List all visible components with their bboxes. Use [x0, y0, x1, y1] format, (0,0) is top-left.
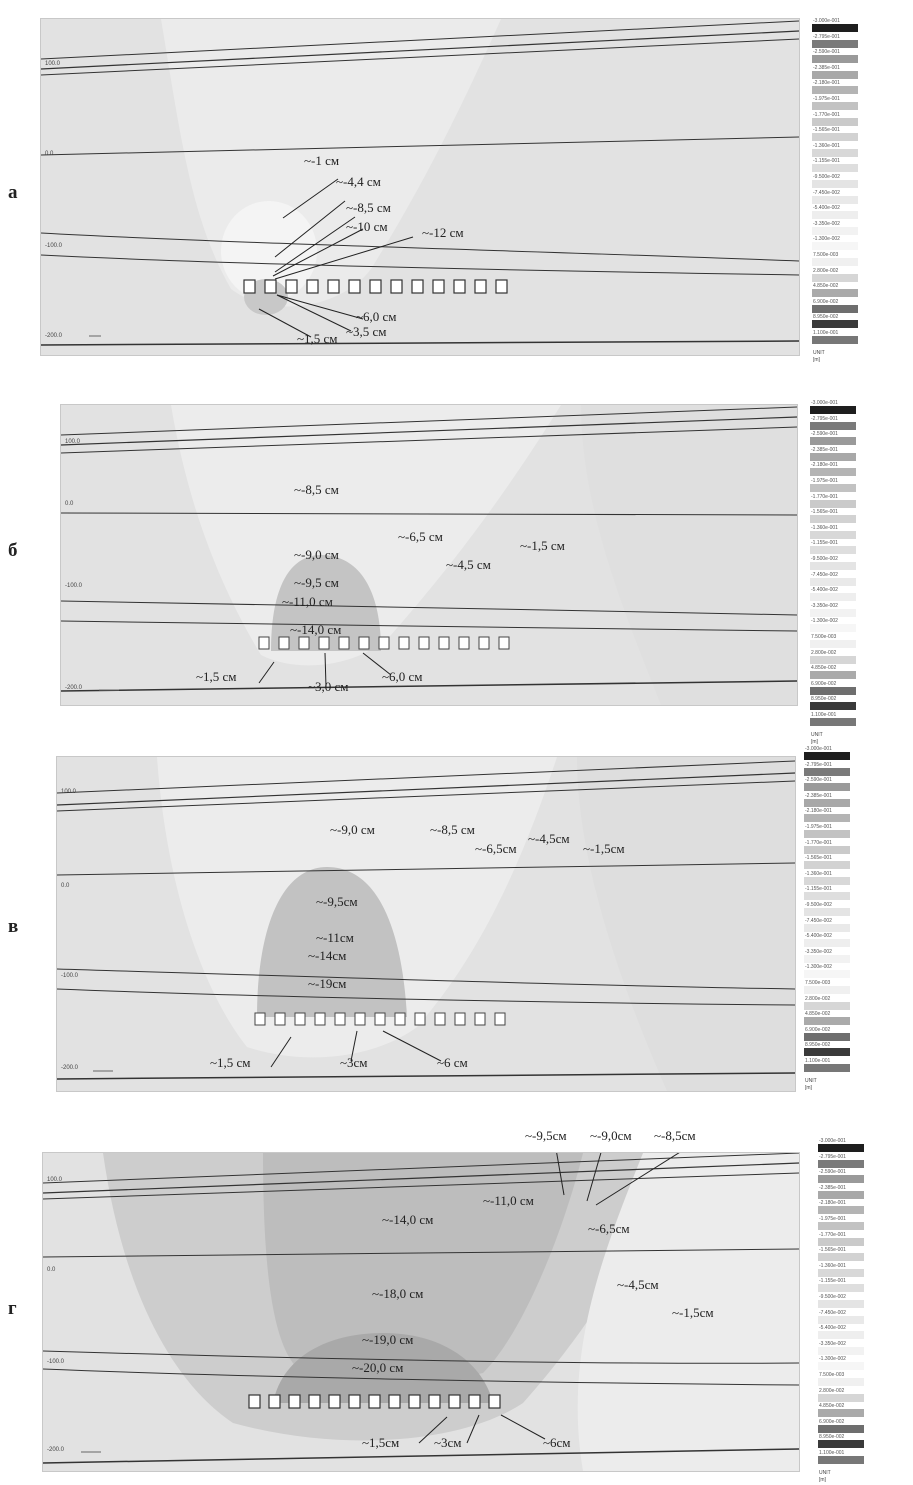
legend-label: 1.100e-001	[811, 712, 837, 718]
legend-swatch	[804, 1017, 850, 1025]
legend-swatch	[810, 515, 856, 523]
legend-swatch	[810, 671, 856, 679]
annotation: ~-18,0 см	[372, 1286, 424, 1301]
annotation: ~6,0 см	[382, 669, 423, 684]
legend-label: -1.975e-001	[813, 96, 840, 102]
legend-label: -2.590e-001	[819, 1169, 846, 1176]
panel-b	[0, 380, 913, 745]
legend-label: -3.350e-002	[805, 948, 832, 955]
legend-label: -2.590e-001	[811, 431, 838, 438]
legend-swatch	[804, 752, 850, 760]
legend-label: -1.300e-002	[811, 618, 838, 625]
legend-label: -3.000e-001	[819, 1138, 846, 1144]
legend-swatch	[812, 102, 858, 110]
legend-swatch	[818, 1222, 864, 1230]
legend-label: 8.950e-002	[813, 314, 839, 321]
annotation: ~-6,5 см	[398, 529, 443, 544]
panel-letter: г	[8, 1298, 17, 1319]
legend-swatch	[804, 783, 850, 791]
legend-swatch	[812, 242, 858, 250]
legend-label: -1.770e-001	[813, 111, 840, 118]
legend-label: -1.360e-001	[811, 524, 838, 531]
legend-label: 1.100e-001	[819, 1450, 845, 1456]
legend-label: -2.795e-001	[805, 761, 832, 768]
legend-swatch	[810, 702, 856, 710]
legend-label: -9.500e-002	[811, 556, 838, 562]
legend-label: -1.155e-001	[813, 158, 840, 165]
legend-swatch	[804, 877, 850, 885]
panel-letter: в	[8, 916, 19, 937]
depth-label: -200.0	[65, 685, 83, 691]
annotation: ~-14см	[308, 948, 347, 963]
panel-letter: б	[8, 540, 18, 561]
legend-label: -2.385e-001	[811, 446, 838, 453]
annotation: ~1,5 см	[297, 331, 338, 346]
depth-label: -200.0	[47, 1447, 65, 1453]
annotation: ~-6,5см	[475, 841, 517, 856]
annotation: ~-11,0 см	[282, 594, 333, 609]
legend-swatch	[818, 1331, 864, 1339]
legend-swatch	[818, 1409, 864, 1417]
legend-swatch	[812, 55, 858, 63]
legend-label: -1.565e-001	[819, 1247, 846, 1254]
legend-swatch	[804, 970, 850, 978]
legend-swatch	[812, 24, 858, 32]
depth-label: 100.0	[45, 61, 61, 67]
legend-swatch	[818, 1144, 864, 1152]
legend-swatch	[804, 1048, 850, 1056]
annotation: ~-10 см	[346, 219, 388, 234]
depth-label: 0.0	[61, 883, 70, 889]
annotation: ~-9,0 см	[330, 822, 375, 837]
legend-swatch	[804, 1002, 850, 1010]
legend-swatch	[818, 1425, 864, 1433]
legend-swatch	[818, 1238, 864, 1246]
depth-label: -100.0	[45, 243, 63, 249]
legend-swatch	[810, 437, 856, 445]
annotation: ~-9,5см	[525, 1128, 567, 1143]
legend-label: 8.950e-002	[805, 1042, 831, 1049]
legend-label: -9.500e-002	[805, 902, 832, 908]
legend-swatch	[818, 1284, 864, 1292]
legend-label: -1.565e-001	[805, 855, 832, 862]
annotation: ~-1,5 см	[520, 538, 565, 553]
legend-swatch	[810, 422, 856, 430]
legend-swatch	[812, 40, 858, 48]
legend-unit: UNIT	[813, 349, 825, 356]
legend-swatch	[810, 406, 856, 414]
legend-swatch	[810, 624, 856, 632]
legend-label: -2.795e-001	[811, 415, 838, 422]
depth-label: 0.0	[47, 1267, 56, 1273]
legend-label: -3.350e-002	[813, 220, 840, 227]
annotation: ~-19,0 см	[362, 1332, 414, 1347]
legend-label: -1.155e-001	[805, 886, 832, 893]
legend-swatch	[818, 1347, 864, 1355]
legend-swatch	[810, 484, 856, 492]
annotation: ~-20,0 см	[352, 1360, 404, 1375]
legend-unit-sub: [m]	[805, 1084, 812, 1091]
annotation: ~-8,5 см	[346, 200, 391, 215]
legend-unit-sub: [m]	[819, 1476, 826, 1483]
legend-label: -1.565e-001	[811, 509, 838, 516]
legend-label: 6.900e-002	[819, 1418, 845, 1425]
annotation: ~3,0 см	[308, 679, 349, 694]
legend-label: -3.350e-002	[811, 602, 838, 609]
legend-label: 4.850e-002	[819, 1403, 845, 1410]
legend-swatch	[804, 924, 850, 932]
legend-unit-sub: [m]	[811, 738, 818, 745]
annotation: ~1,5см	[362, 1435, 400, 1450]
legend-swatch	[810, 687, 856, 695]
legend-swatch	[804, 768, 850, 776]
annotation: ~3см	[340, 1055, 368, 1070]
legend-swatch	[804, 814, 850, 822]
legend-swatch	[812, 258, 858, 266]
legend-label: -2.180e-001	[811, 462, 838, 469]
legend-label: -1.300e-002	[813, 236, 840, 243]
annotation: ~-6,5см	[588, 1221, 630, 1236]
legend-label: -1.300e-002	[819, 1356, 846, 1363]
legend-label: 7.500e-003	[805, 980, 831, 986]
depth-label: 100.0	[61, 789, 77, 795]
legend-swatch	[810, 640, 856, 648]
legend-label: -2.180e-001	[813, 80, 840, 87]
legend-swatch	[812, 227, 858, 235]
panel-g	[0, 1120, 913, 1485]
legend-swatch	[818, 1456, 864, 1464]
legend-label: 7.500e-003	[813, 252, 839, 258]
annotation: ~-1,5см	[672, 1305, 714, 1320]
legend-swatch	[812, 133, 858, 141]
legend-label: 4.850e-002	[813, 283, 839, 290]
depth-label: -100.0	[61, 973, 79, 979]
annotation: ~6см	[543, 1435, 571, 1450]
legend-label: 2.800e-002	[813, 267, 839, 274]
legend-swatch	[810, 546, 856, 554]
annotation: ~-14,0 см	[382, 1212, 434, 1227]
legend-swatch	[804, 892, 850, 900]
legend-label: 2.800e-002	[819, 1387, 845, 1394]
legend-swatch	[804, 986, 850, 994]
contour-plot	[61, 405, 797, 705]
legend-swatch	[818, 1362, 864, 1370]
depth-label: -200.0	[61, 1065, 79, 1071]
legend-unit-sub: [m]	[813, 356, 820, 363]
annotation: ~-8,5 см	[294, 482, 339, 497]
legend-label: 7.500e-003	[811, 634, 837, 640]
legend-swatch	[810, 718, 856, 726]
legend-swatch	[804, 1033, 850, 1041]
legend-label: -2.590e-001	[805, 777, 832, 784]
legend-label: -1.975e-001	[811, 478, 838, 484]
legend-swatch	[818, 1300, 864, 1308]
legend-unit: UNIT	[805, 1077, 817, 1084]
legend-swatch	[818, 1253, 864, 1261]
legend-swatch	[804, 830, 850, 838]
legend-swatch	[812, 305, 858, 313]
depth-label: 100.0	[47, 1177, 63, 1183]
depth-label: 100.0	[65, 439, 81, 445]
legend-swatch	[810, 500, 856, 508]
legend-swatch	[812, 164, 858, 172]
legend-label: -2.795e-001	[813, 33, 840, 40]
legend-swatch	[812, 274, 858, 282]
annotation: ~-8,5см	[654, 1128, 696, 1143]
legend-label: -1.300e-002	[805, 964, 832, 971]
legend-label: -2.385e-001	[819, 1184, 846, 1191]
annotation: ~-4,5 см	[446, 557, 491, 572]
legend-label: -1.770e-001	[805, 839, 832, 846]
legend-unit: UNIT	[819, 1469, 831, 1476]
legend-label: -5.400e-002	[813, 205, 840, 212]
legend-label: -2.180e-001	[819, 1200, 846, 1207]
depth-label: -100.0	[47, 1359, 65, 1365]
annotation: ~3,5 см	[346, 324, 387, 339]
legend-swatch	[818, 1206, 864, 1214]
contour-plot	[41, 19, 799, 355]
legend-swatch	[810, 562, 856, 570]
legend-label: -1.770e-001	[811, 493, 838, 500]
depth-label: 0.0	[65, 501, 74, 507]
annotation: ~3см	[434, 1435, 462, 1450]
annotation: ~6 см	[437, 1055, 468, 1070]
legend-label: -1.975e-001	[805, 824, 832, 830]
annotation: ~-11,0 см	[483, 1193, 534, 1208]
legend-label: 8.950e-002	[819, 1434, 845, 1441]
annotation: ~-9,0см	[590, 1128, 632, 1143]
legend-label: 2.800e-002	[811, 649, 837, 656]
legend-label: -3.000e-001	[811, 400, 838, 406]
legend-label: 8.950e-002	[811, 696, 837, 703]
annotation: ~-12 см	[422, 225, 464, 240]
legend-swatch	[818, 1191, 864, 1199]
legend-label: -2.385e-001	[813, 64, 840, 71]
depth-label: -100.0	[65, 583, 83, 589]
annotation: ~-1 см	[304, 153, 340, 168]
legend-swatch	[810, 468, 856, 476]
legend-swatch	[812, 320, 858, 328]
legend-label: 7.500e-003	[819, 1372, 845, 1378]
settlement-field	[60, 404, 798, 706]
legend-swatch	[810, 593, 856, 601]
legend-swatch	[812, 86, 858, 94]
annotation: ~-4,5см	[528, 831, 570, 846]
legend-swatch	[818, 1160, 864, 1168]
legend-label: -1.975e-001	[819, 1216, 846, 1222]
legend-label: 6.900e-002	[805, 1026, 831, 1033]
annotation: ~-1,5см	[583, 841, 625, 856]
legend-label: -3.350e-002	[819, 1340, 846, 1347]
legend-label: 2.800e-002	[805, 995, 831, 1002]
annotation: ~1,5 см	[196, 669, 237, 684]
legend-label: -7.450e-002	[819, 1309, 846, 1316]
legend-label: -1.360e-001	[813, 142, 840, 149]
legend-swatch	[804, 1064, 850, 1072]
annotation: ~-19см	[308, 976, 347, 991]
legend-label: -7.450e-002	[805, 917, 832, 924]
annotation: ~-4,4 см	[336, 174, 381, 189]
settlement-field	[40, 18, 800, 356]
annotation: ~-9,5см	[316, 894, 358, 909]
legend-label: -5.400e-002	[805, 933, 832, 940]
legend-label: -7.450e-002	[813, 189, 840, 196]
legend-swatch	[818, 1378, 864, 1386]
legend-swatch	[804, 799, 850, 807]
legend-swatch	[810, 578, 856, 586]
legend-swatch	[804, 955, 850, 963]
legend-label: -5.400e-002	[811, 587, 838, 594]
legend-swatch	[818, 1440, 864, 1448]
legend-label: -1.770e-001	[819, 1231, 846, 1238]
annotation: ~6,0 см	[356, 309, 397, 324]
depth-label: -200.0	[45, 333, 63, 339]
annotation: ~-4,5см	[617, 1277, 659, 1292]
legend-label: -9.500e-002	[813, 174, 840, 180]
legend-swatch	[812, 180, 858, 188]
annotation: ~1,5 см	[210, 1055, 251, 1070]
contour-plot	[57, 757, 795, 1091]
legend-label: -7.450e-002	[811, 571, 838, 578]
legend-swatch	[804, 908, 850, 916]
legend-swatch	[812, 196, 858, 204]
legend-unit: UNIT	[811, 731, 823, 738]
legend-label: 4.850e-002	[811, 665, 837, 672]
settlement-field	[56, 756, 796, 1092]
depth-label: 0.0	[45, 151, 54, 157]
legend-label: -3.000e-001	[813, 18, 840, 24]
legend-swatch	[818, 1269, 864, 1277]
annotation: ~-9,5 см	[294, 575, 339, 590]
legend-label: 6.900e-002	[813, 298, 839, 305]
legend-label: -2.385e-001	[805, 792, 832, 799]
legend-swatch	[812, 149, 858, 157]
legend-swatch	[812, 289, 858, 297]
legend-label: -2.180e-001	[805, 808, 832, 815]
legend-swatch	[812, 118, 858, 126]
annotation: ~-14,0 см	[290, 622, 342, 637]
legend-label: -5.400e-002	[819, 1325, 846, 1332]
legend-swatch	[804, 939, 850, 947]
legend-label: 1.100e-001	[813, 330, 839, 336]
annotation: ~-11см	[316, 930, 354, 945]
legend-swatch	[804, 861, 850, 869]
legend-swatch	[812, 211, 858, 219]
legend-swatch	[818, 1394, 864, 1402]
legend-swatch	[818, 1175, 864, 1183]
annotation: ~-8,5 см	[430, 822, 475, 837]
legend-label: -1.155e-001	[819, 1278, 846, 1285]
legend-label: -1.155e-001	[811, 540, 838, 547]
legend-swatch	[810, 656, 856, 664]
panel-a	[0, 0, 913, 380]
legend-label: -2.795e-001	[819, 1153, 846, 1160]
legend-swatch	[810, 609, 856, 617]
legend-swatch	[804, 846, 850, 854]
legend-swatch	[812, 336, 858, 344]
legend-label: -9.500e-002	[819, 1294, 846, 1300]
panel-v	[0, 740, 913, 1110]
legend-label: 6.900e-002	[811, 680, 837, 687]
panel-letter: а	[8, 182, 18, 203]
legend-swatch	[812, 71, 858, 79]
legend-swatch	[810, 531, 856, 539]
legend-swatch	[818, 1316, 864, 1324]
legend-label: -1.360e-001	[819, 1262, 846, 1269]
legend-swatch	[810, 453, 856, 461]
annotation: ~-9,0 см	[294, 547, 339, 562]
legend-label: -1.360e-001	[805, 870, 832, 877]
legend-label: -3.000e-001	[805, 746, 832, 752]
legend-label: -2.590e-001	[813, 49, 840, 56]
legend-label: -1.565e-001	[813, 127, 840, 134]
legend-label: 4.850e-002	[805, 1011, 831, 1018]
legend-label: 1.100e-001	[805, 1058, 831, 1064]
